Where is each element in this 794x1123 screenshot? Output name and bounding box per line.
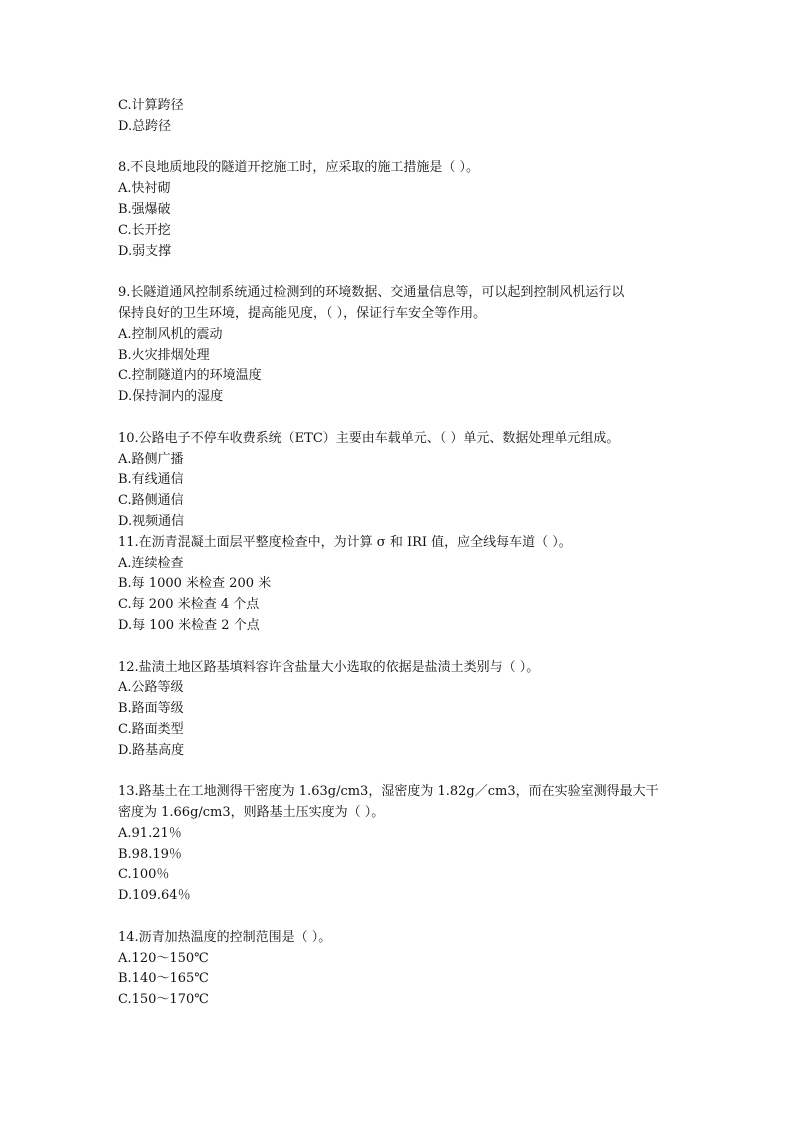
answer-option: B.140～165℃ bbox=[118, 971, 209, 987]
answer-option: D.总跨径 bbox=[118, 118, 172, 134]
answer-option: D.每 100 米检查 2 个点 bbox=[118, 617, 260, 633]
text-line: 保持良好的卫生环境，提高能见度，（ ），保证行车安全等作用。 bbox=[118, 305, 487, 321]
answer-option: D.路基高度 bbox=[118, 742, 185, 758]
answer-option: C.控制隧道内的环境温度 bbox=[118, 368, 262, 384]
document-page bbox=[118, 96, 688, 1011]
question-text: 9.长隧道通风控制系统通过检测到的环境数据、交通量信息等，可以起到控制风机运行以 bbox=[118, 285, 625, 301]
answer-option: C.计算跨径 bbox=[118, 98, 184, 113]
answer-option: C.路侧通信 bbox=[118, 493, 184, 509]
blank-line bbox=[118, 138, 688, 159]
answer-option: A.91.21％ bbox=[118, 825, 182, 841]
answer-option: A.路侧广播 bbox=[118, 451, 184, 467]
question-text: 14.沥青加热温度的控制范围是（ ）。 bbox=[118, 929, 332, 945]
answer-option: C.每 200 米检查 4 个点 bbox=[118, 597, 260, 613]
answer-option: C.100％ bbox=[118, 867, 170, 883]
answer-option: B.有线通信 bbox=[118, 472, 184, 488]
blank-line bbox=[118, 762, 688, 783]
answer-option: D.109.64％ bbox=[118, 888, 191, 904]
answer-option: D.保持洞内的湿度 bbox=[118, 389, 224, 405]
text-line: 密度为 1.66g/cm3，则路基土压实度为（ ）。 bbox=[118, 805, 385, 821]
answer-option: B.强爆破 bbox=[118, 201, 171, 217]
question-text: 8.不良地质地段的隧道开挖施工时，应采取的施工措施是（ ）。 bbox=[118, 160, 480, 176]
blank-line bbox=[118, 637, 688, 658]
answer-option: B.火灾排烟处理 bbox=[118, 347, 210, 363]
question-text: 10.公路电子不停车收费系统（ETC）主要由车载单元、（ ）单元、数据处理单元组成。 bbox=[118, 430, 620, 446]
answer-option: A.120～150℃ bbox=[118, 950, 209, 966]
answer-option: B.路面等级 bbox=[118, 701, 184, 717]
question-text: 13.路基土在工地测得干密度为 1.63g/cm3，湿密度为 1.82g／cm3，而在实验室测得最大干 bbox=[118, 784, 659, 800]
answer-option: D.弱支撑 bbox=[118, 243, 172, 259]
question-text: 12.盐渍土地区路基填料容许含盐量大小选取的依据是盐渍土类别与（ ）。 bbox=[118, 659, 540, 675]
answer-option: C.路面类型 bbox=[118, 721, 184, 737]
answer-option: A.快衬砌 bbox=[118, 181, 171, 197]
answer-option: B.每 1000 米检查 200 米 bbox=[118, 576, 272, 592]
answer-option: A.公路等级 bbox=[118, 680, 184, 696]
answer-option: C.长开挖 bbox=[118, 222, 171, 238]
blank-line bbox=[118, 907, 688, 928]
answer-option: D.视频通信 bbox=[118, 513, 185, 529]
answer-option: C.150～170℃ bbox=[118, 992, 209, 1008]
blank-line bbox=[118, 408, 688, 429]
blank-line bbox=[118, 262, 688, 283]
answer-option: A.控制风机的震动 bbox=[118, 326, 223, 342]
question-text: 11.在沥青混凝土面层平整度检查中，为计算 σ 和 IRI 值，应全线每车道（ ）。 bbox=[118, 534, 572, 550]
answer-option: A.连续检查 bbox=[118, 555, 184, 571]
answer-option: B.98.19％ bbox=[118, 846, 182, 862]
